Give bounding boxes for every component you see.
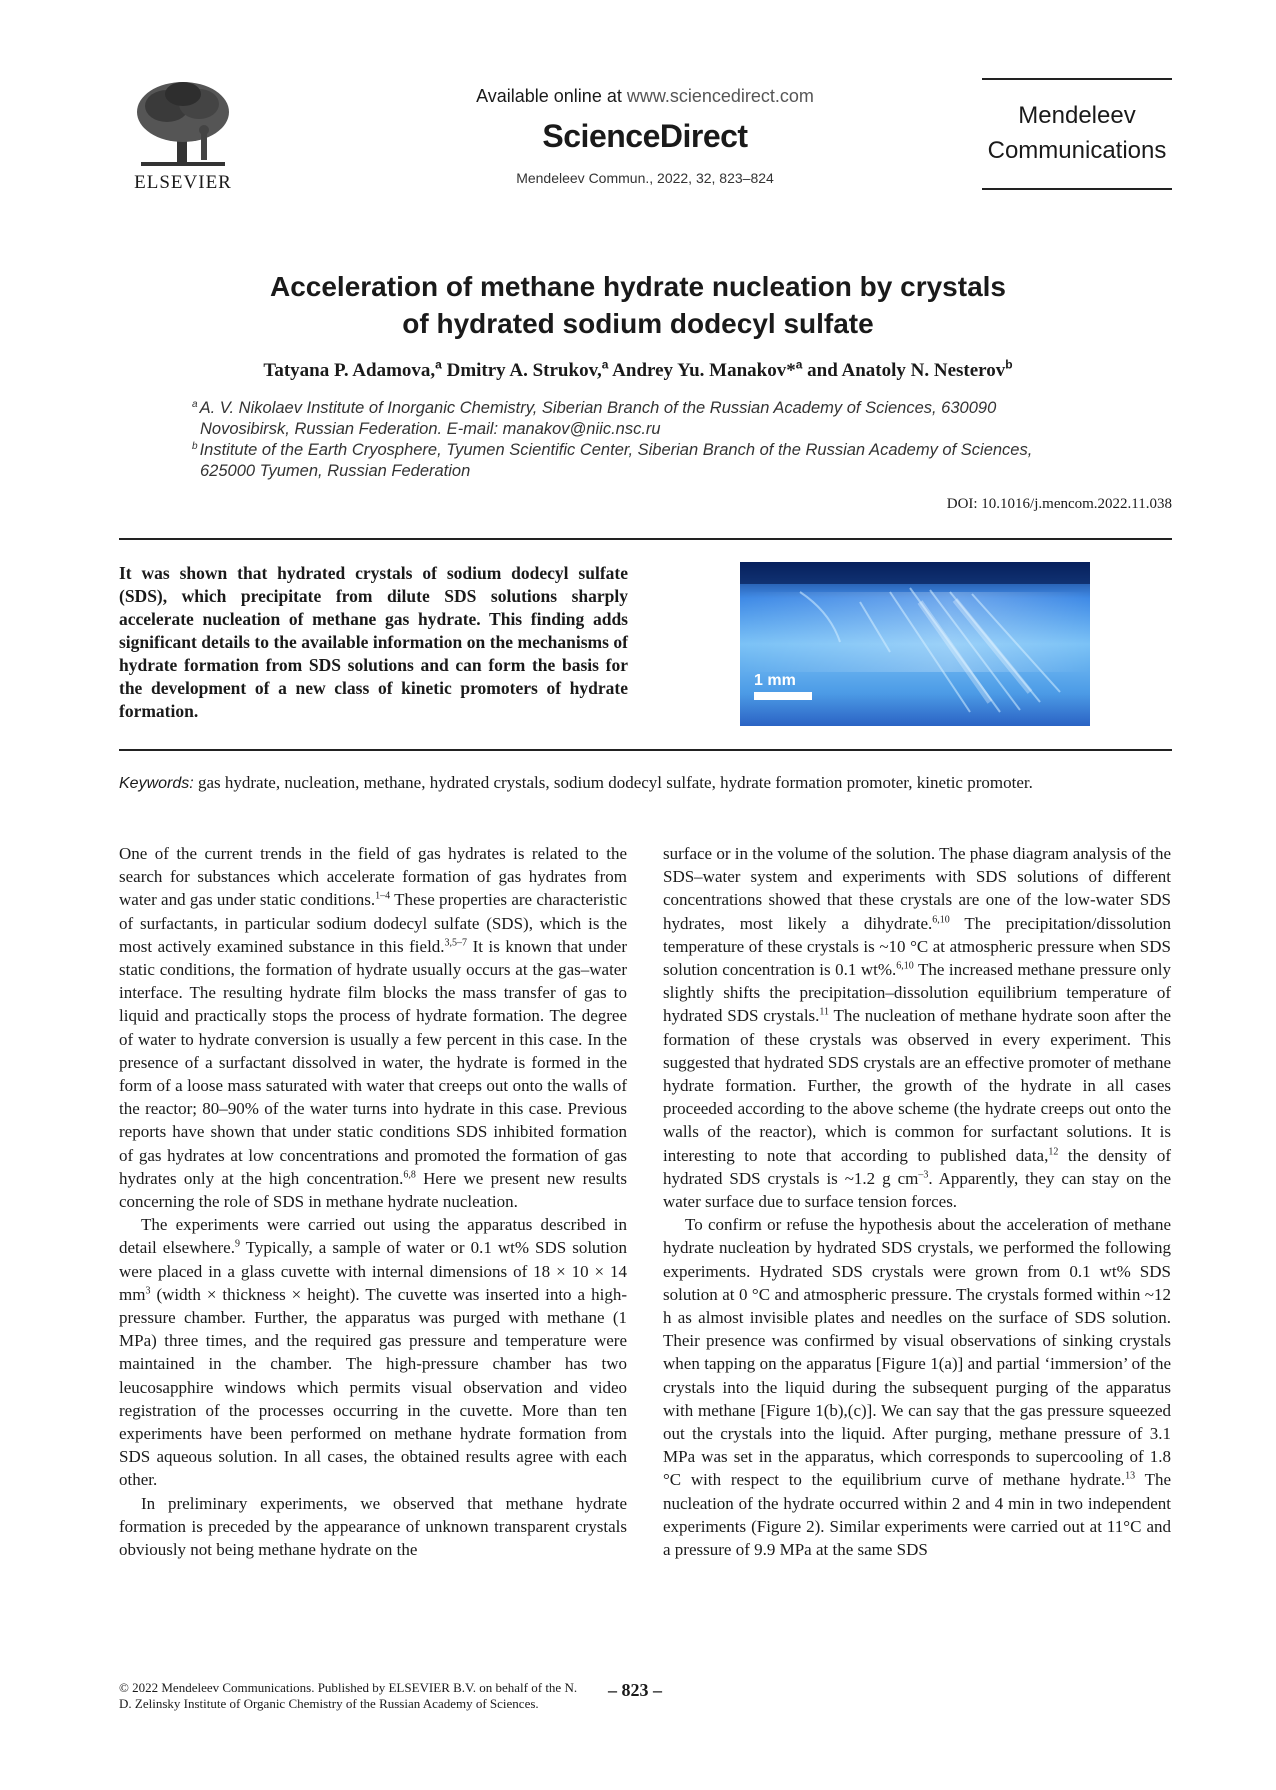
citation-ref: –3 <box>918 1169 929 1181</box>
citation-ref: 12 <box>1048 1145 1059 1157</box>
affiliation-line: Institute of the Earth Cryosphere, Tyumen Scientific Center, Siberian Branch of the Russian Academy of Sciences, <box>199 441 1033 459</box>
citation-ref: 6,8 <box>403 1169 416 1181</box>
body-paragraph <box>119 842 627 1213</box>
body-text: . Apparently, they can stay on the water surface due to surface tension forces. <box>663 1168 1171 1212</box>
body-text: The increased methane pressure only slightly shifts the precipitation–dissolution equilibrium temperature of hydrated SDS crystals. <box>663 960 1171 1026</box>
citation-ref: 3 <box>145 1285 151 1297</box>
body-text: These properties are characteristic of surfactants, in particular sodium dodecyl sulfate (SDS), which is the most actively examined substance in this field. <box>119 890 627 956</box>
affiliation-line: A. V. Nikolaev Institute of Inorganic Chemistry, Siberian Branch of the Russian Academy of Sciences, 630090 <box>199 399 997 417</box>
body-paragraph <box>119 1492 627 1562</box>
affiliation-mark: b <box>192 440 198 452</box>
body-text: Typically, a sample of water or 0.1 wt% SDS solution were placed in a glass cuvette with internal dimensions of 18 × 10 × 14 mm <box>119 1238 628 1304</box>
affiliation-a <box>192 398 1122 440</box>
keywords-list: gas hydrate, nucleation, methane, hydrated crystals, sodium dodecyl sulfate, hydrate formation promoter, kinetic promoter. <box>197 773 1033 792</box>
affiliation-mark: a <box>192 398 198 410</box>
body-text: It is known that under static conditions, the formation of hydrate usually occurs at the gas–water interface. The resulting hydrate film blocks the mass transfer of gas to liquid and practically stops the process of hydrate formation. The degree of water to hydrate conversion is usually a few percent in this case. In the presence of a surfactant dissolved in water, the hydrate is formed in the form of a loose mass saturated with water that creeps out onto the walls of the reactor; 80–90% of the water turns into hydrate in this case. Previous reports have shown that under static conditions SDS inhibited formation of gas hydrates at low concentrations and promoted the formation of gas hydrates only at the high concentration. <box>119 936 628 1188</box>
citation-ref: 13 <box>1125 1470 1136 1482</box>
body-text: One of the current trends in the field of gas hydrates is related to the search for substances which accelerate formation of gas hydrates from water and gas under static conditions. <box>119 844 627 910</box>
body-paragraph <box>663 842 1171 1213</box>
page-number: – 823 – <box>608 1680 662 1700</box>
copyright-notice: © 2022 Mendeleev Communications. Published by ELSEVIER B.V. on behalf of the N. D. Zelinsky Institute of Organic Chemistry of the Russian Academy of Sciences. <box>119 1680 578 1711</box>
scalebar <box>754 692 812 700</box>
title-line1: Acceleration of methane hydrate nucleation by crystals <box>269 271 1006 302</box>
citation-ref: 6,10 <box>932 913 950 925</box>
keywords-label: Keywords: <box>119 775 194 792</box>
body-text: Here we present new results concerning the role of SDS in methane hydrate nucleation. <box>119 1168 627 1212</box>
body-text: The experiments were carried out using the apparatus described in detail elsewhere. <box>119 1215 627 1258</box>
keywords <box>119 771 1172 795</box>
body-column-left <box>119 842 627 1561</box>
author-name: Tatyana P. Adamova, <box>263 360 436 381</box>
author-name: and Anatoly N. Nesterov <box>802 360 1006 381</box>
author-name: Andrey Yu. Manakov* <box>608 360 796 381</box>
author-affil-mark: a <box>601 357 609 372</box>
divider <box>119 749 1172 751</box>
body-text: surface or in the volume of the solution. The phase diagram analysis of the SDS–water system and experiments with SDS solutions of different concentrations showed that these crystals are one of the low-water SDS hydrates, most likely a dihydrate. <box>663 844 1171 933</box>
citation-ref: 3,5–7 <box>444 937 468 949</box>
body-paragraph <box>119 1213 627 1491</box>
available-online-line <box>360 86 930 107</box>
journal-citation: Mendeleev Commun., 2022, 32, 823–824 <box>516 170 774 186</box>
author-affil-mark: a <box>435 357 442 372</box>
journal-name <box>982 98 1172 168</box>
affiliation-b <box>192 440 1122 482</box>
author-list <box>150 357 1126 382</box>
available-online-label: Available online at <box>476 86 622 106</box>
graphical-abstract-image <box>740 562 1090 726</box>
body-text: In preliminary experiments, we observed that methane hydrate formation is preceded by the appearance of unknown transparent crystals obviously not being methane hydrate on the <box>119 1493 627 1560</box>
author-name: Dmitry A. Strukov, <box>441 360 602 381</box>
body-text: To confirm or refuse the hypothesis about the acceleration of methane hydrate nucleation by hydrated SDS crystals, we performed the following experiments. Hydrated SDS crystals were grown from 0.1 wt% SDS solution at 0 °C and atmospheric pressure. The crystals formed within ~12 h as almost invisible plates and needles on the surface of SDS solution. Their presence was confirmed by visual observations of sinking crystals when tapping on the apparatus [Figure 1(a)] and partial ‘immersion’ of the crystals into the liquid during the subsequent purging of the apparatus with methane [Figure 1(b),(c)]. We can say that the gas pressure squeezed out the crystals into the liquid. After purging, methane pressure of 3.1 MPa was set in the apparatus, which corresponds to supercooling of 1.8 °C with respect to the equilibrium curve of methane hydrate. <box>663 1215 1171 1490</box>
body-column-right <box>663 842 1171 1561</box>
citation-ref: 6,10 <box>896 960 914 972</box>
sciencedirect-logo: ScienceDirect <box>542 118 748 154</box>
body-text: The precipitation/dissolution temperature of these crystals is ~10 °C at atmospheric pressure when SDS solution concentration is 0.1 wt%. <box>663 913 1171 980</box>
sciencedirect-url-link[interactable]: www.sciencedirect.com <box>626 86 814 106</box>
body-text: The nucleation of the hydrate occurred within 2 and 4 min in two independent experiments (Figure 2). Similar experiments were carried out at 11°C and a pressure of 9.9 MPa at the same SDS <box>663 1470 1171 1560</box>
citation-ref: 9 <box>234 1238 240 1250</box>
author-affil-mark: b <box>1005 357 1013 372</box>
citation-ref: 1–4 <box>375 890 391 902</box>
citation-ref: 11 <box>819 1006 830 1018</box>
title-line2: of hydrated sodium dodecyl sulfate <box>402 308 874 339</box>
divider <box>119 538 1172 540</box>
author-affil-mark: a <box>795 357 803 372</box>
scalebar-label: 1 mm <box>754 672 796 689</box>
journal-name-line1: Mendeleev <box>1018 102 1136 129</box>
journal-name-box <box>982 78 1172 190</box>
body-text: the density of hydrated SDS crystals is ~1.2 g cm <box>663 1145 1171 1188</box>
journal-name-line2: Communications <box>987 137 1167 164</box>
body-text: (width × thickness × height). The cuvette was inserted into a high-pressure chamber. Further, the apparatus was purged with methane (1 MPa) three times, and the required gas pressure and temperature were maintained in the chamber. The high-pressure chamber has two leucosapphire windows which permits visual observation and video registration of the processes occurring in the cuvette. More than ten experiments have been performed on methane hydrate formation from SDS aqueous solution. In all cases, the obtained results agree with each other. <box>119 1284 627 1490</box>
article-title <box>200 268 1076 342</box>
body-text: The nucleation of methane hydrate soon after the formation of these crystals was observed in every experiment. This suggested that hydrated SDS crystals are an effective promoter of methane hydrate formation. Further, the growth of the hydrate in all cases proceeded according to the above scheme (the hydrate creeps out onto the walls of the reactor), which is common for surfactant solutions. It is interesting to note that according to published data, <box>663 1006 1172 1165</box>
affiliation-line: Novosibirsk, Russian Federation. E-mail: manakov@niic.nsc.ru <box>200 420 661 438</box>
abstract-text: It was shown that hydrated crystals of sodium dodecyl sulfate (SDS), which precipitate from dilute SDS solutions sharply accelerate nucleation of methane gas hydrate. This finding adds significant details to the available information on the mechanisms of hydrate formation from SDS solutions and can form the basis for the development of a new class of kinetic promoters of hydrate formation. <box>119 563 628 721</box>
body-paragraph <box>663 1213 1171 1561</box>
affiliation-line: 625000 Tyumen, Russian Federation <box>200 462 471 480</box>
elsevier-wordmark: ELSEVIER <box>134 172 232 193</box>
doi-link[interactable]: DOI: 10.1016/j.mencom.2022.11.038 <box>946 496 1172 512</box>
